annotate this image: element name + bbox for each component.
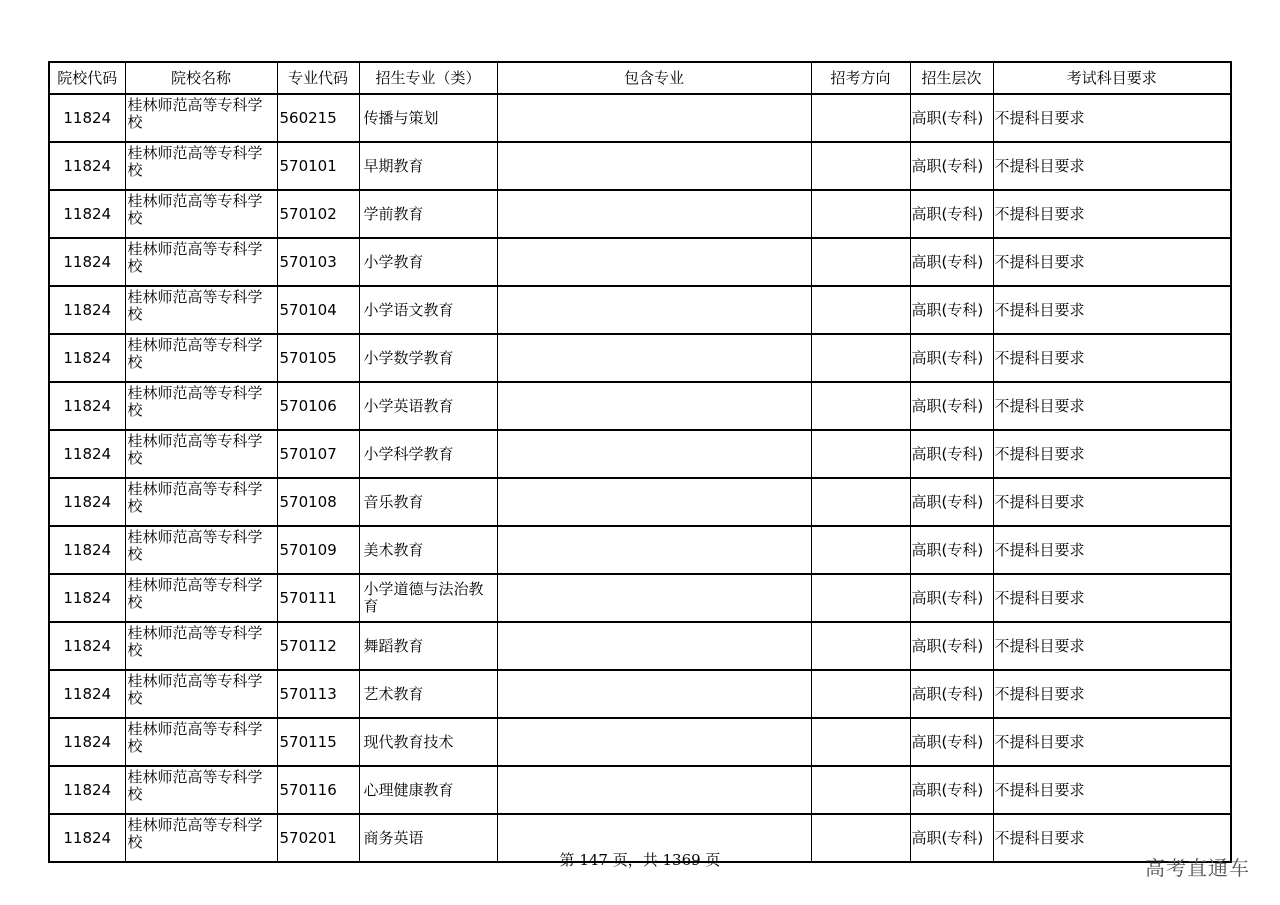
cell-level: 高职(专科) — [910, 94, 993, 142]
cell-level: 高职(专科) — [910, 430, 993, 478]
cell-direction — [811, 478, 910, 526]
cell-school-code: 11824 — [49, 526, 125, 574]
cell-included-majors — [497, 574, 811, 622]
cell-school-code: 11824 — [49, 286, 125, 334]
table-header-row — [49, 62, 1231, 94]
cell-major-code: 560215 — [277, 94, 359, 142]
cell-direction — [811, 574, 910, 622]
cell-included-majors — [497, 286, 811, 334]
cell-subject-requirement: 不提科目要求 — [993, 670, 1231, 718]
cell-level: 高职(专科) — [910, 766, 993, 814]
cell-direction — [811, 430, 910, 478]
cell-school-name: 桂林师范高等专科学校 — [125, 430, 277, 478]
cell-school-name: 桂林师范高等专科学校 — [125, 526, 277, 574]
cell-school-name: 桂林师范高等专科学校 — [125, 238, 277, 286]
cell-major: 小学语文教育 — [359, 286, 497, 334]
cell-direction — [811, 286, 910, 334]
cell-level: 高职(专科) — [910, 718, 993, 766]
cell-school-name: 桂林师范高等专科学校 — [125, 670, 277, 718]
header-school-name: 院校名称 — [125, 62, 277, 94]
table-row — [49, 430, 1231, 478]
cell-major: 小学数学教育 — [359, 334, 497, 382]
cell-major-code: 570103 — [277, 238, 359, 286]
cell-included-majors — [497, 142, 811, 190]
cell-major: 传播与策划 — [359, 94, 497, 142]
cell-level: 高职(专科) — [910, 814, 993, 862]
header-major: 招生专业（类） — [359, 62, 497, 94]
table-row — [49, 478, 1231, 526]
cell-major-code: 570104 — [277, 286, 359, 334]
table-row — [49, 382, 1231, 430]
cell-major: 小学科学教育 — [359, 430, 497, 478]
cell-school-name: 桂林师范高等专科学校 — [125, 190, 277, 238]
cell-level: 高职(专科) — [910, 382, 993, 430]
cell-included-majors — [497, 382, 811, 430]
table-row — [49, 718, 1231, 766]
cell-major: 舞蹈教育 — [359, 622, 497, 670]
cell-direction — [811, 622, 910, 670]
cell-major: 早期教育 — [359, 142, 497, 190]
cell-subject-requirement: 不提科目要求 — [993, 190, 1231, 238]
cell-included-majors — [497, 238, 811, 286]
table-row — [49, 142, 1231, 190]
cell-major-code: 570106 — [277, 382, 359, 430]
header-level: 招生层次 — [910, 62, 993, 94]
cell-school-name: 桂林师范高等专科学校 — [125, 382, 277, 430]
cell-subject-requirement: 不提科目要求 — [993, 142, 1231, 190]
cell-major-code: 570201 — [277, 814, 359, 862]
cell-school-name: 桂林师范高等专科学校 — [125, 766, 277, 814]
table-row — [49, 526, 1231, 574]
cell-direction — [811, 94, 910, 142]
cell-major-code: 570112 — [277, 622, 359, 670]
cell-school-name: 桂林师范高等专科学校 — [125, 718, 277, 766]
cell-school-code: 11824 — [49, 238, 125, 286]
cell-included-majors — [497, 718, 811, 766]
cell-major-code: 570107 — [277, 430, 359, 478]
cell-direction — [811, 526, 910, 574]
cell-level: 高职(专科) — [910, 622, 993, 670]
cell-major-code: 570105 — [277, 334, 359, 382]
cell-major-code: 570113 — [277, 670, 359, 718]
cell-included-majors — [497, 622, 811, 670]
header-major-code: 专业代码 — [277, 62, 359, 94]
cell-direction — [811, 334, 910, 382]
cell-subject-requirement: 不提科目要求 — [993, 286, 1231, 334]
cell-major: 音乐教育 — [359, 478, 497, 526]
cell-direction — [811, 766, 910, 814]
cell-level: 高职(专科) — [910, 334, 993, 382]
page-number: 第 147 页，共 1369 页 — [559, 851, 721, 869]
cell-major: 艺术教育 — [359, 670, 497, 718]
admissions-table — [48, 61, 1232, 863]
cell-school-code: 11824 — [49, 478, 125, 526]
cell-level: 高职(专科) — [910, 238, 993, 286]
table-row — [49, 670, 1231, 718]
cell-school-name: 桂林师范高等专科学校 — [125, 286, 277, 334]
table-row — [49, 574, 1231, 622]
table-row — [49, 286, 1231, 334]
cell-direction — [811, 670, 910, 718]
cell-school-name: 桂林师范高等专科学校 — [125, 478, 277, 526]
cell-subject-requirement: 不提科目要求 — [993, 574, 1231, 622]
cell-school-code: 11824 — [49, 718, 125, 766]
table-body — [49, 94, 1231, 862]
cell-major-code: 570111 — [277, 574, 359, 622]
cell-school-name: 桂林师范高等专科学校 — [125, 94, 277, 142]
cell-subject-requirement: 不提科目要求 — [993, 622, 1231, 670]
table-row — [49, 622, 1231, 670]
table-row — [49, 334, 1231, 382]
table-row — [49, 94, 1231, 142]
cell-school-code: 11824 — [49, 334, 125, 382]
cell-major: 小学英语教育 — [359, 382, 497, 430]
cell-direction — [811, 238, 910, 286]
cell-school-code: 11824 — [49, 430, 125, 478]
cell-included-majors — [497, 478, 811, 526]
cell-level: 高职(专科) — [910, 286, 993, 334]
cell-included-majors — [497, 190, 811, 238]
cell-school-name: 桂林师范高等专科学校 — [125, 622, 277, 670]
cell-level: 高职(专科) — [910, 142, 993, 190]
cell-school-code: 11824 — [49, 574, 125, 622]
cell-subject-requirement: 不提科目要求 — [993, 478, 1231, 526]
cell-major-code: 570109 — [277, 526, 359, 574]
cell-level: 高职(专科) — [910, 478, 993, 526]
table-row — [49, 238, 1231, 286]
cell-level: 高职(专科) — [910, 670, 993, 718]
cell-school-code: 11824 — [49, 622, 125, 670]
cell-level: 高职(专科) — [910, 526, 993, 574]
cell-subject-requirement: 不提科目要求 — [993, 334, 1231, 382]
cell-major: 学前教育 — [359, 190, 497, 238]
cell-school-code: 11824 — [49, 814, 125, 862]
cell-school-code: 11824 — [49, 190, 125, 238]
header-included-majors: 包含专业 — [497, 62, 811, 94]
header-school-code: 院校代码 — [49, 62, 125, 94]
cell-included-majors — [497, 430, 811, 478]
cell-major: 美术教育 — [359, 526, 497, 574]
header-subject-requirement: 考试科目要求 — [993, 62, 1231, 94]
cell-major-code: 570115 — [277, 718, 359, 766]
cell-major-code: 570101 — [277, 142, 359, 190]
cell-direction — [811, 382, 910, 430]
cell-school-code: 11824 — [49, 766, 125, 814]
cell-major: 小学道德与法治教育 — [359, 574, 497, 622]
cell-major: 现代教育技术 — [359, 718, 497, 766]
cell-level: 高职(专科) — [910, 190, 993, 238]
cell-school-name: 桂林师范高等专科学校 — [125, 142, 277, 190]
cell-school-name: 桂林师范高等专科学校 — [125, 814, 277, 862]
cell-subject-requirement: 不提科目要求 — [993, 526, 1231, 574]
cell-included-majors — [497, 334, 811, 382]
cell-school-code: 11824 — [49, 142, 125, 190]
cell-school-code: 11824 — [49, 670, 125, 718]
cell-major-code: 570102 — [277, 190, 359, 238]
cell-subject-requirement: 不提科目要求 — [993, 430, 1231, 478]
cell-included-majors — [497, 670, 811, 718]
cell-major: 小学教育 — [359, 238, 497, 286]
watermark-text: 高考直通车 — [1145, 856, 1250, 880]
cell-major-code: 570108 — [277, 478, 359, 526]
cell-included-majors — [497, 766, 811, 814]
cell-included-majors — [497, 526, 811, 574]
cell-direction — [811, 718, 910, 766]
cell-direction — [811, 142, 910, 190]
cell-direction — [811, 190, 910, 238]
cell-major-code: 570116 — [277, 766, 359, 814]
cell-included-majors — [497, 94, 811, 142]
cell-subject-requirement: 不提科目要求 — [993, 766, 1231, 814]
cell-subject-requirement: 不提科目要求 — [993, 94, 1231, 142]
cell-subject-requirement: 不提科目要求 — [993, 814, 1231, 862]
cell-subject-requirement: 不提科目要求 — [993, 382, 1231, 430]
cell-level: 高职(专科) — [910, 574, 993, 622]
cell-major: 心理健康教育 — [359, 766, 497, 814]
cell-school-name: 桂林师范高等专科学校 — [125, 574, 277, 622]
table-row — [49, 190, 1231, 238]
cell-school-code: 11824 — [49, 94, 125, 142]
header-direction: 招考方向 — [811, 62, 910, 94]
table-row — [49, 766, 1231, 814]
cell-subject-requirement: 不提科目要求 — [993, 238, 1231, 286]
cell-major: 商务英语 — [359, 814, 497, 862]
cell-school-code: 11824 — [49, 382, 125, 430]
cell-school-name: 桂林师范高等专科学校 — [125, 334, 277, 382]
cell-subject-requirement: 不提科目要求 — [993, 718, 1231, 766]
